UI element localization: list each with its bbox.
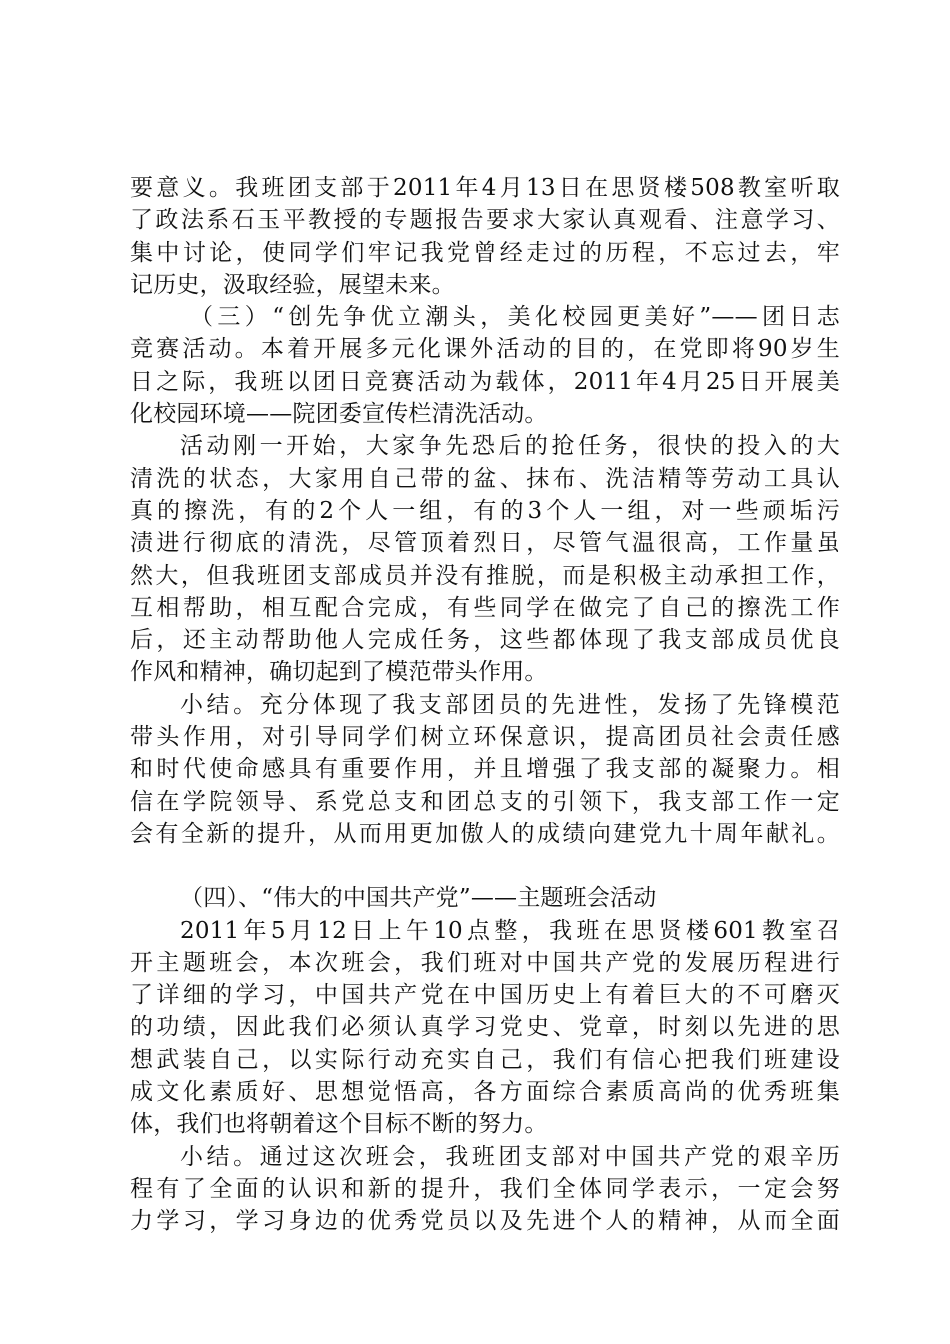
text-line: 活动刚一开始，大家争先恐后的抢任务，很快的投入的大: [180, 433, 840, 460]
paragraph-2: [130, 301, 840, 430]
text-line: 小结。充分体现了我支部团员的先进性，发扬了先锋模范: [180, 691, 840, 718]
text-line: 程有了全面的认识和新的提升，我们全体同学表示，一定会努: [130, 1175, 840, 1202]
text-line: 了详细的学习，中国共产党在中国历史上有着巨大的不可磨灭: [130, 982, 840, 1009]
text-line: 会有全新的提升，从而用更加傲人的成绩向建党九十周年献礼。: [130, 820, 840, 847]
text-line: 成文化素质好、思想觉悟高，各方面综合素质高尚的优秀班集: [130, 1079, 840, 1106]
text-line: 体，我们也将朝着这个目标不断的努力。: [130, 1111, 548, 1138]
text-line: 想武装自己，以实际行动充实自己，我们有信心把我们班建设: [130, 1046, 840, 1073]
text-line: 竞赛活动。本着开展多元化课外活动的目的，在党即将90岁生: [130, 336, 840, 363]
text-line: 渍进行彻底的清洗，尽管顶着烈日，尽管气温很高，工作量虽: [130, 530, 840, 557]
document-body: [130, 172, 840, 1238]
paragraph-4: [130, 689, 840, 850]
text-line: 了政法系石玉平教授的专题报告要求大家认真观看、注意学习、: [130, 207, 840, 234]
paragraph-1: [130, 172, 840, 301]
text-line: 要意义。我班团支部于2011年4月13日在思贤楼508教室听取: [130, 175, 840, 201]
text-line: 集中讨论，使同学们牢记我党曾经走过的历程，不忘过去，牢: [130, 239, 840, 266]
text-line: 和时代使命感具有重要作用，并且增强了我支部的凝聚力。相: [130, 756, 840, 783]
text-line: 日之际，我班以团日竞赛活动为载体，2011年4月25日开展美: [130, 368, 840, 395]
text-line: 带头作用，对引导同学们树立环保意识，提高团员社会责任感: [130, 724, 840, 751]
blank-line: [130, 850, 840, 882]
text-line: 记历史，汲取经验，展望未来。: [130, 271, 455, 298]
text-line: 开主题班会，本次班会，我们班对中国共产党的发展历程进行: [130, 949, 840, 976]
text-line: 真的擦洗，有的2个人一组，有的3个人一组，对一些顽垢污: [130, 497, 840, 524]
text-line: 化校园环境——院团委宣传栏清洗活动。: [130, 401, 548, 428]
text-line: 然大，但我班团支部成员并没有推脱，而是积极主动承担工作，: [130, 562, 840, 589]
paragraph-5: [130, 882, 840, 914]
paragraph-3: [130, 430, 840, 688]
paragraph-7: [130, 1141, 840, 1238]
text-line: 清洗的状态，大家用自己带的盆、抹布、洗洁精等劳动工具认: [130, 465, 840, 492]
section-heading-3: （三）“创先争优立潮头，美化校园更美好”——团日志: [190, 304, 840, 331]
text-line: 后，还主动帮助他人完成任务，这些都体现了我支部成员优良: [130, 627, 840, 654]
text-line: 小结。通过这次班会，我班团支部对中国共产党的艰辛历: [180, 1143, 840, 1170]
text-line: 的功绩，因此我们必须认真学习党史、党章，时刻以先进的思: [130, 1014, 840, 1041]
text-line: 互相帮助，相互配合完成，有些同学在做完了自己的擦洗工作: [130, 594, 840, 621]
text-line: 作风和精神，确切起到了模范带头作用。: [130, 659, 548, 686]
section-heading-4: （四）、“伟大的中国共产党”——主题班会活动: [180, 885, 657, 912]
text-line: 2011年5月12日上午10点整，我班在思贤楼601教室召: [180, 917, 840, 944]
text-line: 力学习，学习身边的优秀党员以及先进个人的精神，从而全面: [130, 1208, 840, 1235]
text-line: 信在学院领导、系党总支和团总支的引领下，我支部工作一定: [130, 788, 840, 815]
paragraph-6: [130, 915, 840, 1141]
